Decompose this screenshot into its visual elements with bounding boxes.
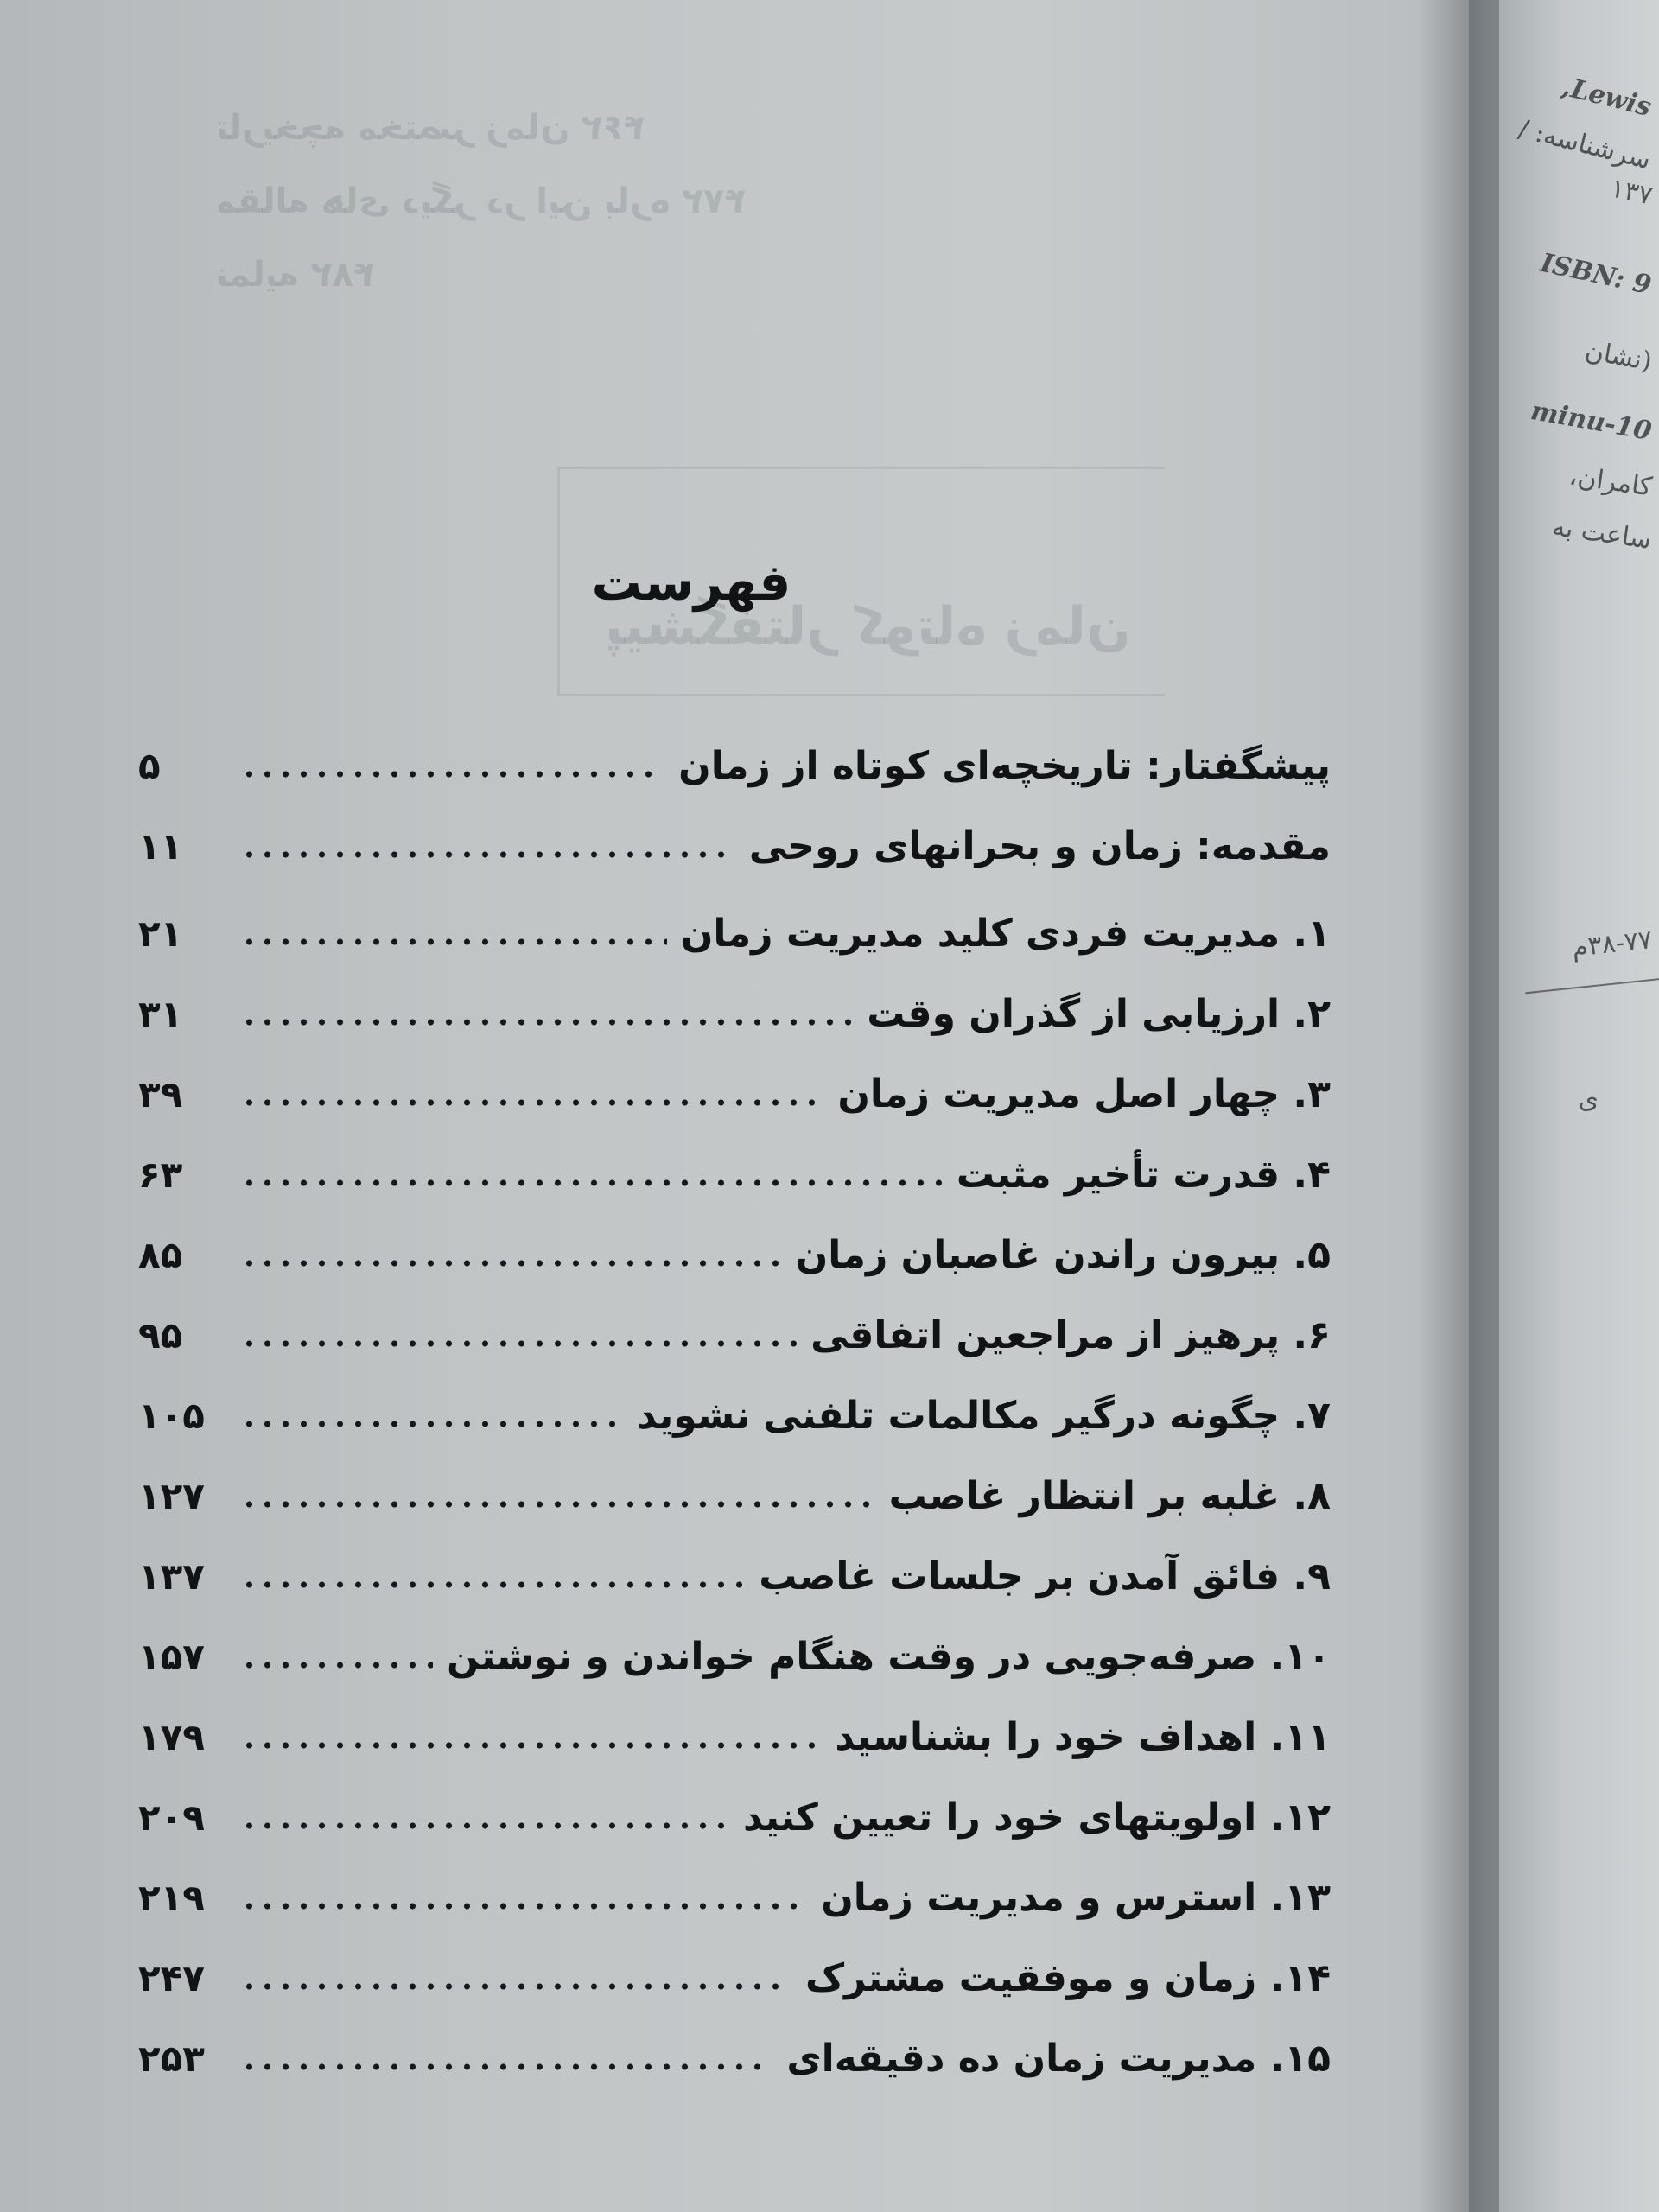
dot-leader (240, 1179, 943, 1187)
dot-leader (240, 1420, 623, 1428)
dot-leader (240, 1259, 782, 1268)
toc-entry (138, 1938, 1331, 2018)
facing-page-text: Lewis, (1559, 71, 1655, 124)
dot-leader (240, 2063, 772, 2071)
facing-page (1499, 0, 1659, 2212)
toc-entry-page: ۲۰۹ (138, 1796, 205, 1839)
show-through-text: مقاله های دیگر در این باره ۴۷۲ (216, 181, 746, 221)
facing-page-text: کامران، (1567, 461, 1654, 503)
toc-entry-title: ۱۱. اهداف خود را بشناسید (835, 1715, 1331, 1759)
table-of-contents (138, 726, 1331, 2099)
facing-page-text: (نشان (1582, 335, 1655, 378)
toc-entry-title: ۳. چهار اصل مدیریت زمان (837, 1072, 1331, 1116)
toc-entry-title: ۴. قدرت تأخیر مثبت (956, 1153, 1331, 1197)
toc-entry (138, 974, 1331, 1054)
toc-entry (138, 1295, 1331, 1376)
toc-entry-title: پیشگفتار: تاریخچه‌ای کوتاه از زمان (678, 744, 1331, 788)
facing-page-text: 10-minu (1529, 396, 1654, 447)
toc-entry-page: ۱۱ (138, 825, 183, 868)
toc-entry (138, 2018, 1331, 2099)
toc-entry-title: ۱۰. صرفه‌جویی در وقت هنگام خواندن و نوشتن (446, 1635, 1331, 1679)
toc-entry-page: ۵ (138, 745, 161, 787)
dot-leader (240, 850, 735, 859)
toc-entry (138, 1456, 1331, 1536)
toc-entry (138, 1617, 1331, 1697)
toc-entry-title: ۱۲. اولویتهای خود را تعیین کنید (742, 1796, 1331, 1840)
toc-entry-page: ۳۱ (138, 993, 183, 1035)
show-through-text: تاریخچه مختصر زمان ۴۶۲ (216, 108, 645, 148)
facing-page-text: ISBN: 9 (1537, 247, 1655, 302)
toc-entry-title: ۲. ارزیابی از گذران وقت (867, 992, 1331, 1036)
dot-leader (240, 1580, 745, 1589)
toc-entry-title: ۷. چگونه درگیر مکالمات تلفنی نشوید (637, 1394, 1331, 1438)
toc-entry-page: ۲۴۷ (138, 1957, 205, 1999)
toc-entry-title: ۱۳. استرس و مدیریت زمان (821, 1876, 1331, 1920)
dot-leader (240, 1982, 791, 1991)
toc-entry-title: ۶. پرهیز از مراجعین اتفاقی (810, 1313, 1331, 1357)
toc-entry-page: ۱۳۷ (138, 1555, 205, 1598)
toc-entry-page: ۳۹ (138, 1073, 183, 1116)
toc-entry (138, 1536, 1331, 1617)
toc-entry-page: ۶۳ (138, 1154, 183, 1196)
toc-entry-title: ۱. مدیریت فردی کلید مدیریت زمان (680, 912, 1331, 956)
dot-leader (240, 1661, 433, 1669)
toc-entry-title: ۸. غلبه بر انتظار غاصب (888, 1474, 1331, 1518)
toc-entry (138, 1697, 1331, 1777)
facing-page-text: ۳۸-۷۷م (1570, 925, 1654, 963)
toc-entry (138, 1135, 1331, 1215)
toc-entry (138, 1054, 1331, 1135)
toc-entry (138, 893, 1331, 974)
dot-leader (240, 1339, 797, 1348)
toc-entry (138, 726, 1331, 806)
toc-entry-title: ۱۴. زمان و موفقیت مشترک (805, 1956, 1331, 2000)
toc-entry-page: ۹۵ (138, 1314, 183, 1357)
toc-entry-title: ۱۵. مدیریت زمان ده دقیقه‌ای (786, 2037, 1331, 2081)
dot-leader (240, 1018, 853, 1027)
toc-entry (138, 806, 1331, 887)
toc-entry-page: ۱۰۵ (138, 1395, 205, 1437)
toc-entry (138, 1215, 1331, 1295)
toc-entry-page: ۲۵۳ (138, 2037, 205, 2080)
dot-leader (240, 1902, 807, 1910)
facing-page-text: ی (1578, 1084, 1599, 1115)
dot-leader (240, 938, 667, 946)
toc-entry (138, 1858, 1331, 1938)
dot-leader (240, 1821, 729, 1830)
dot-leader (240, 770, 664, 779)
toc-entry-page: ۱۵۷ (138, 1636, 205, 1678)
dot-leader (240, 1741, 821, 1750)
facing-page-text: ۱۳۷ (1607, 173, 1656, 212)
page-title: فهرست (591, 553, 791, 612)
toc-entry-title: مقدمه: زمان و بحرانهای روحی (748, 824, 1331, 868)
facing-page-rule (1525, 978, 1659, 995)
book-gutter-shadow (1417, 0, 1512, 2212)
toc-entry-page: ۸۵ (138, 1234, 183, 1276)
toc-entry-page: ۲۱۹ (138, 1877, 205, 1919)
show-through-text: نمایه ۴۸۲ (216, 255, 375, 295)
toc-entry-title: ۵. بیرون راندن غاصبان زمان (795, 1233, 1331, 1277)
show-through-text: پیشگفتار کوتاه زمان (605, 596, 1130, 657)
dot-leader (240, 1098, 823, 1107)
toc-entry-page: ۲۱ (138, 912, 183, 955)
toc-entry-page: ۱۲۷ (138, 1475, 205, 1517)
toc-entry (138, 1376, 1331, 1456)
toc-entry (138, 1777, 1331, 1858)
facing-page-text: سرشناسه: / (1516, 113, 1654, 176)
toc-entry-title: ۹. فائق آمدن بر جلسات غاصب (759, 1554, 1331, 1599)
facing-page-text: ساعت به (1550, 512, 1654, 556)
dot-leader (240, 1500, 875, 1509)
toc-entry-page: ۱۷۹ (138, 1716, 205, 1758)
